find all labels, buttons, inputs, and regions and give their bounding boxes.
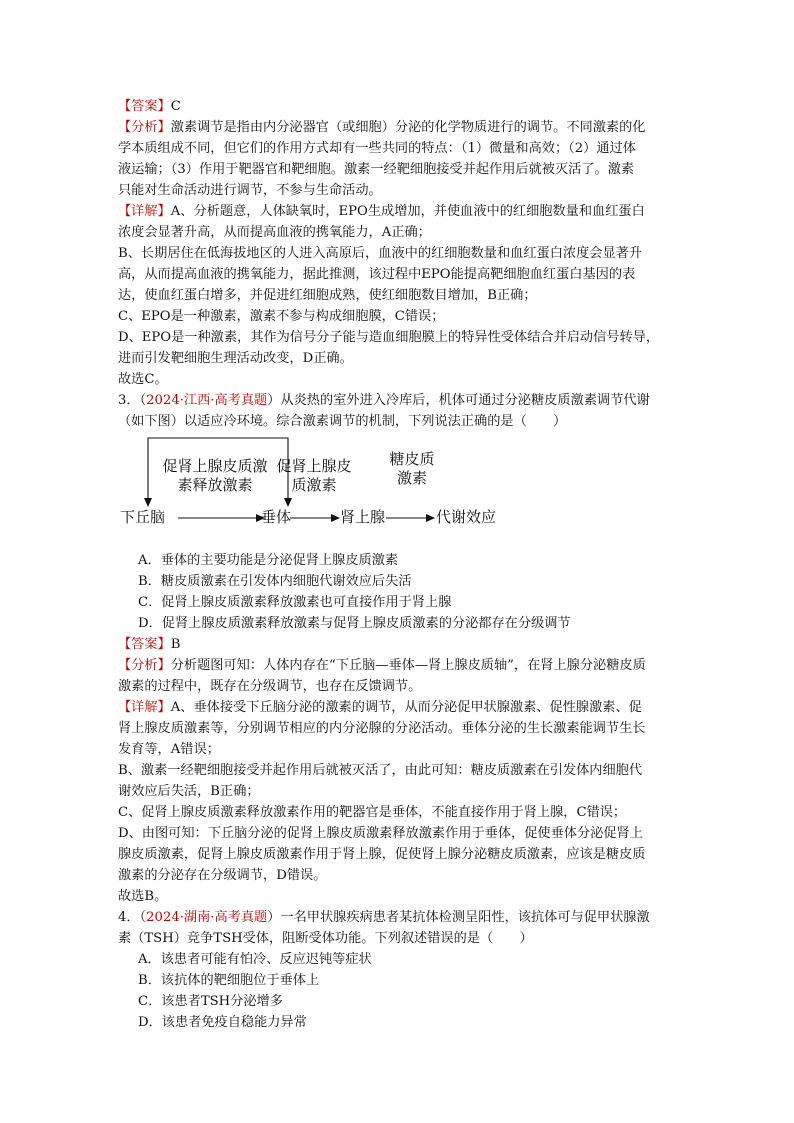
text-line (118, 781, 678, 802)
document-page (118, 96, 678, 1033)
line-text: 达，使血红蛋白增多，并促进红细胞成熟，使红细胞数目增加，B正确； (118, 288, 537, 303)
line-text: D、由图可知：下丘脑分泌的促肾上腺皮质激素释放激素作用于垂体，促使垂体分泌促肾上 (118, 826, 643, 841)
section-tag: 【分析】 (118, 658, 171, 673)
line-text: 液运输；（3）作用于靶器官和靶细胞。激素一经靶细胞接受并起作用后就被灭活了。激素 (118, 162, 635, 177)
question3-answer-block (118, 634, 678, 907)
node-pituitary: 垂体 (261, 508, 292, 526)
line-text: 激素的分泌存在分级调节，D错误。 (118, 868, 327, 883)
question3-option-a: A．垂体的主要功能是分泌促肾上腺皮质激素 (138, 553, 399, 568)
text-line (118, 718, 678, 739)
line-text: 肾上腺皮质激素等，分别调节相应的内分泌腺的分泌活动。垂体分泌的生长激素能调节生长 (118, 721, 646, 736)
text-line (118, 865, 678, 886)
text-line (118, 201, 678, 222)
label-glucocorticoid: 糖皮质 激素 (389, 450, 435, 487)
text-line (118, 138, 678, 159)
line-text: 浓度会显著升高，从而提高血液的携氧能力，A正确； (118, 225, 431, 240)
line-text: 高，从而提高血液的携氧能力，据此推测，该过程中EPO能提高靶细胞血红蛋白基因的表 (118, 267, 636, 282)
text-line (118, 264, 678, 285)
text-line (118, 243, 678, 264)
text-line (118, 369, 678, 390)
node-adrenal: 肾上腺 (340, 508, 386, 526)
text-line (118, 760, 678, 781)
text-line (118, 886, 678, 907)
line-text: A、垂体接受下丘脑分泌的激素的调节，从而分泌促甲状腺激素、促性腺激素、促 (170, 700, 642, 715)
question4-stem-line2: 素（TSH）竞争TSH受体，阻断受体功能。下列叙述错误的是（ ） (118, 931, 533, 946)
question4-option-c: C．该患者TSH分泌增多 (138, 994, 283, 1009)
question4-option-a: A．该患者可能有怕冷、反应迟钝等症状 (138, 952, 372, 967)
text-line (118, 844, 678, 865)
text-line (118, 823, 678, 844)
section-tag: 【答案】 (118, 637, 171, 652)
line-text: C、EPO是一种激素，激素不参与构成细胞膜，C错误； (118, 309, 445, 324)
question3-option-d: D．促肾上腺皮质激素释放激素与促肾上腺皮质激素的分泌都存在分级调节 (138, 616, 571, 631)
line-text: 激素调节是指由内分泌器官（或细胞）分泌的化学物质进行的调节。不同激素的化 (170, 120, 646, 135)
line-text: D、EPO是一种激素，其作为信号分子能与造血细胞膜上的特异性受体结合并启动信号转导， (118, 330, 660, 345)
line-text: C (170, 99, 181, 114)
question3-option-b: B．糖皮质激素在引发体内细胞代谢效应后失活 (138, 574, 412, 589)
text-line (118, 697, 678, 718)
question3-source: 2024·江西·高考真题 (146, 393, 268, 408)
line-text: 进而引发靶细胞生理活动改变，D正确。 (118, 351, 353, 366)
line-text: 只能对生命活动进行调节，不参与生命活动。 (118, 183, 382, 198)
line-text: B、激素一经靶细胞接受并起作用后就被灭活了，由此可知：糖皮质激素在引发体内细胞代 (118, 763, 642, 778)
line-text: A、分析题意，人体缺氧时，EPO生成增加，并使血液中的红细胞数量和血红蛋白 (170, 204, 645, 219)
text-line (118, 180, 678, 201)
line-text: 发育等，A错误； (118, 742, 220, 757)
line-text: 故选C。 (118, 372, 168, 387)
text-line (118, 634, 678, 655)
question4-option-b: B．该抗体的靶细胞位于垂体上 (138, 973, 320, 988)
text-line (118, 655, 678, 676)
question4-source: 2024·湖南·高考真题 (146, 910, 268, 925)
line-text: 学本质组成不同，但它们的作用方式却有一些共同的特点：（1）微量和高效；（2）通过体 (118, 141, 636, 156)
line-text: 分析题图可知：人体内存在“下丘脑—垂体—肾上腺皮质轴”，在肾上腺分泌糖皮质 (170, 658, 646, 673)
text-line (118, 348, 678, 369)
text-line (118, 306, 678, 327)
text-line (118, 802, 678, 823)
hormone-regulation-diagram (118, 432, 678, 550)
text-line (118, 739, 678, 760)
question3-option-c: C．促肾上腺皮质激素释放激素也可直接作用于肾上腺 (138, 595, 452, 610)
line-text: 谢效应后失活，B正确； (118, 784, 260, 799)
question3-stem-line2: （如下图）以适应冷环境。综合激素调节的机制，下列说法正确的是（ ） (118, 414, 567, 429)
question2-answer-block (118, 96, 678, 390)
line-text: B、长期居住在低海拔地区的人进入高原后，血液中的红细胞数量和血红蛋白浓度会显著升 (118, 246, 642, 261)
line-text: C、促肾上腺皮质激素释放激素作用的靶器官是垂体，不能直接作用于肾上腺，C错误； (118, 805, 627, 820)
question4-option-d: D．该患者免疫自稳能力异常 (138, 1015, 307, 1030)
node-hypothalamus: 下丘脑 (120, 508, 166, 526)
section-tag: 【详解】 (118, 204, 171, 219)
section-tag: 【答案】 (118, 99, 171, 114)
label-crh: 促肾上腺皮质激 素释放激素 (162, 457, 268, 494)
section-tag: 【分析】 (118, 120, 171, 135)
text-line (118, 159, 678, 180)
line-text: B (170, 637, 181, 652)
line-text: 腺皮质激素，促肾上腺皮质激素作用于肾上腺，促使肾上腺分泌糖皮质激素，应该是糖皮质 (118, 847, 646, 862)
section-tag: 【详解】 (118, 700, 171, 715)
text-line (118, 285, 678, 306)
line-text: 故选B。 (118, 889, 168, 904)
line-text: 激素的过程中，既存在分级调节，也存在反馈调节。 (118, 679, 422, 694)
node-metabolic-effect: 代谢效应 (436, 508, 497, 526)
text-line (118, 117, 678, 138)
text-line (118, 327, 678, 348)
question3-stem-line1: 3．（2024·江西·高考真题）从炎热的室外进入冷库后，机体可通过分泌糖皮质激素调节代谢 (118, 393, 650, 408)
label-acth: 促肾上腺皮 质激素 (276, 457, 352, 494)
text-line (118, 676, 678, 697)
text-line (118, 222, 678, 243)
question4-stem-line1: 4．（2024·湖南·高考真题）一名甲状腺疾病患者某抗体检测呈阳性，该抗体可与促甲状腺激 (118, 910, 650, 925)
text-line (118, 96, 678, 117)
